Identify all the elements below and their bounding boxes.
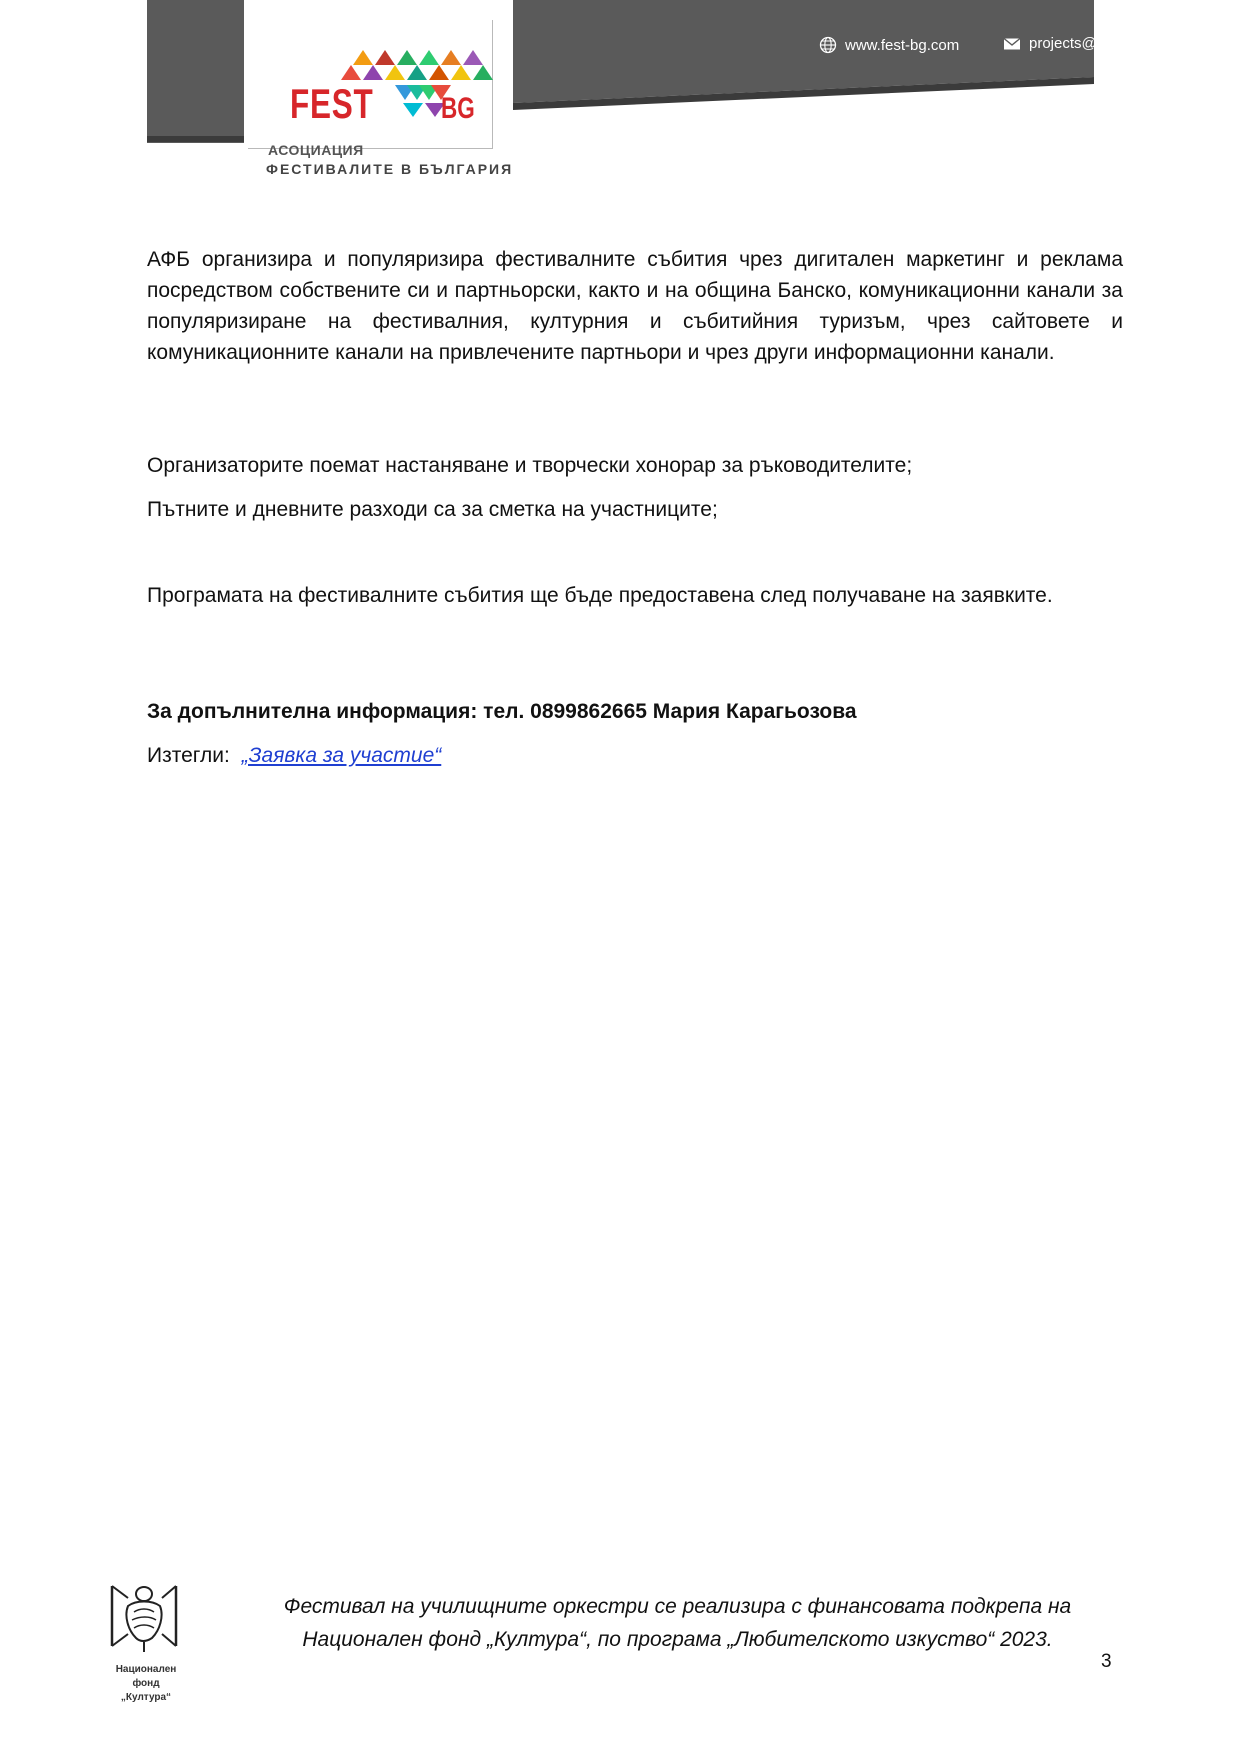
fest-bg-logo[interactable]: [248, 20, 514, 180]
globe-icon: [819, 36, 837, 54]
funding-line-1: Фестивал на училищните оркестри се реализира с финансовата подкрепа на: [283, 1595, 1072, 1618]
fund-name-caption: [100, 1663, 192, 1705]
funding-line-2: Национален фонд „Култура“, по програма „Любителското изкуство“ 2023.: [302, 1628, 1053, 1651]
bg-wordmark: BG: [441, 92, 475, 125]
download-label: Изтегли:: [147, 744, 230, 767]
fest-wordmark: FEST: [290, 80, 374, 127]
website-text: www.fest-bg.com: [845, 36, 960, 54]
national-culture-fund-logo: [106, 1580, 184, 1660]
email-contact[interactable]: [1003, 36, 1175, 51]
fund-name-line-1: Национален: [115, 1664, 177, 1675]
download-line: [147, 740, 441, 771]
header-band-right: [513, 0, 1094, 126]
festivals-in-bulgaria-label: ФЕСТИВАЛИТЕ В БЪЛГАРИЯ: [266, 161, 514, 177]
header-band-left-edge: [147, 136, 244, 142]
header-band-left: [147, 0, 244, 143]
contact-info-line: За допълнителна информация: тел. 0899862665 Мария Карагьозова: [147, 700, 857, 723]
website-contact[interactable]: [819, 36, 959, 54]
application-form-link[interactable]: „Заявка за участие“: [241, 744, 442, 767]
email-text: projects@fest-bg.com: [1029, 35, 1176, 52]
paragraph-travel-expenses: Пътните и дневните разходи са за сметка на участниците;: [147, 498, 718, 521]
association-label: АСОЦИАЦИЯ: [268, 142, 364, 158]
funding-acknowledgement: [190, 1590, 1165, 1656]
paragraph-marketing: АФБ организира и популяризира фестивалните събития чрез дигитален маркетинг и реклама посредством собствените си и партньорски, както и на община Банско, комуникационни канали за популяризиране на фестивалния, културния и събитийния туризъм, чрез сайтовете и комуникационните канали на привлечените партньори и чрез други информационни канали.: [147, 248, 1123, 364]
paragraph-program: Програмата на фестивалните събития ще бъде предоставена след получаване на заявките.: [147, 584, 1053, 607]
envelope-icon: [1003, 37, 1021, 51]
page-number: 3: [1101, 1651, 1112, 1672]
fund-name-line-3: „Култура“: [120, 1692, 172, 1703]
paragraph-accommodation: Организаторите поемат настаняване и творчески хонорар за ръководителите;: [147, 454, 913, 477]
fund-name-line-2: фонд: [132, 1678, 160, 1689]
